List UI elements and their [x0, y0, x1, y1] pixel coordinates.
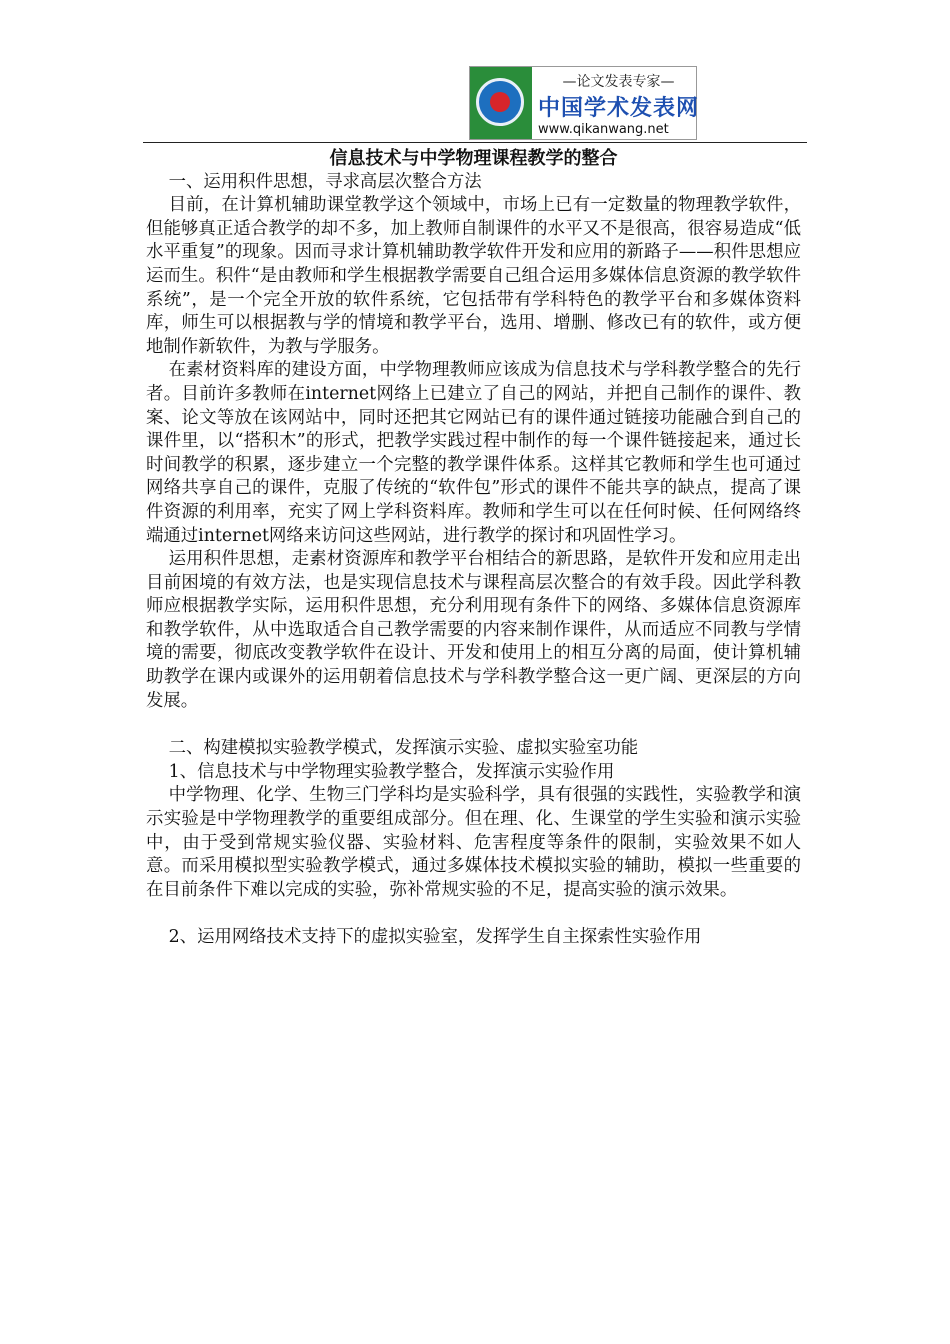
document-title: 信息技术与中学物理课程教学的整合	[329, 148, 618, 169]
paragraph-1: 目前，在计算机辅助课堂教学这个领域中，市场上已有一定数量的物理教学软件，但能够真正适合教学的却不多，加上教师自制课件的水平又不是很高，很容易造成“低水平重复”的现象。因而寻求计算机辅助教学软件开发和应用的新路子——积件思想应运而生。积件“是由教师和学生根据教学需要自己组合运用多媒体信息资源的教学软件系统”，是一个完全开放的软件系统，它包括带有学科特色的教学平台和多媒体资料库，师生可以根据教与学的情境和教学平台，选用、增删、修改已有的软件，或方便地制作新软件，为教与学服务。	[146, 195, 801, 357]
spacer	[146, 713, 801, 737]
section-heading-2: 二、构建模拟实验教学模式，发挥演示实验、虚拟实验室功能	[168, 738, 639, 759]
logo-text-block	[532, 67, 703, 139]
logo-seal-icon	[470, 67, 532, 139]
spacer	[146, 902, 801, 926]
subsection-heading-2: 2、运用网络技术支持下的虚拟实验室，发挥学生自主探索性实验作用	[168, 927, 702, 948]
logo-url: www.qikanwang.net	[538, 122, 669, 137]
logo-tagline: —论文发表专家—	[562, 74, 675, 90]
document-body	[146, 145, 801, 950]
paragraph-3: 运用积件思想，走素材资源库和教学平台相结合的新思路，是软件开发和应用走出目前困境的有效方法，也是实现信息技术与课程高层次整合的有效手段。因此学科教师应根据教学实际，运用积件思想，充分利用现有条件下的网络、多媒体信息资源库和教学软件，从中选取适合自己教学需要的内容来制作课件，从而适应不同教与学情境的需要，彻底改变教学软件在设计、开发和使用上的相互分离的局面，使计算机辅助教学在课内或课外的运用朝着信息技术与学科教学整合这一更广阔、更深层的方向发展。	[146, 549, 801, 711]
section-heading-1: 一、运用积件思想，寻求高层次整合方法	[168, 171, 482, 192]
header-rule	[143, 142, 807, 143]
paragraph-2: 在素材资料库的建设方面，中学物理教师应该成为信息技术与学科教学整合的先行者。目前许多教师在internet网络上已建立了自己的网站，并把自己制作的课件、教案、论文等放在该网站中，同时还把其它网站已有的课件通过链接功能融合到自己的课件里，以“搭积木”的形式，把教学实践过程中制作的每一个课件链接起来，通过长时间教学的积累，逐步建立一个完整的教学课件体系。这样其它教师和学生也可通过网络共享自己的课件，克服了传统的“软件包”形式的课件不能共享的缺点，提高了课件资源的利用率，充实了网上学科资料库。教师和学生可以在任何时候、任何网络终端通过internet网络来访问这些网站，进行教学的探讨和巩固性学习。	[146, 360, 801, 546]
paragraph-4: 中学物理、化学、生物三门学科均是实验科学，具有很强的实践性，实验教学和演示实验是中学物理教学的重要组成部分。但在理、化、生课堂的学生实验和演示实验中，由于受到常规实验仪器、实验材料、危害程度等条件的限制，实验效果不如人意。而采用模拟型实验教学模式，通过多媒体技术模拟实验的辅助，模拟一些重要的在目前条件下难以完成的实验，弥补常规实验的不足，提高实验的演示效果。	[146, 785, 801, 900]
subsection-heading-1: 1、信息技术与中学物理实验教学整合，发挥演示实验作用	[168, 761, 615, 782]
logo-name: 中国学术发表网	[538, 96, 700, 121]
site-logo	[469, 66, 700, 140]
